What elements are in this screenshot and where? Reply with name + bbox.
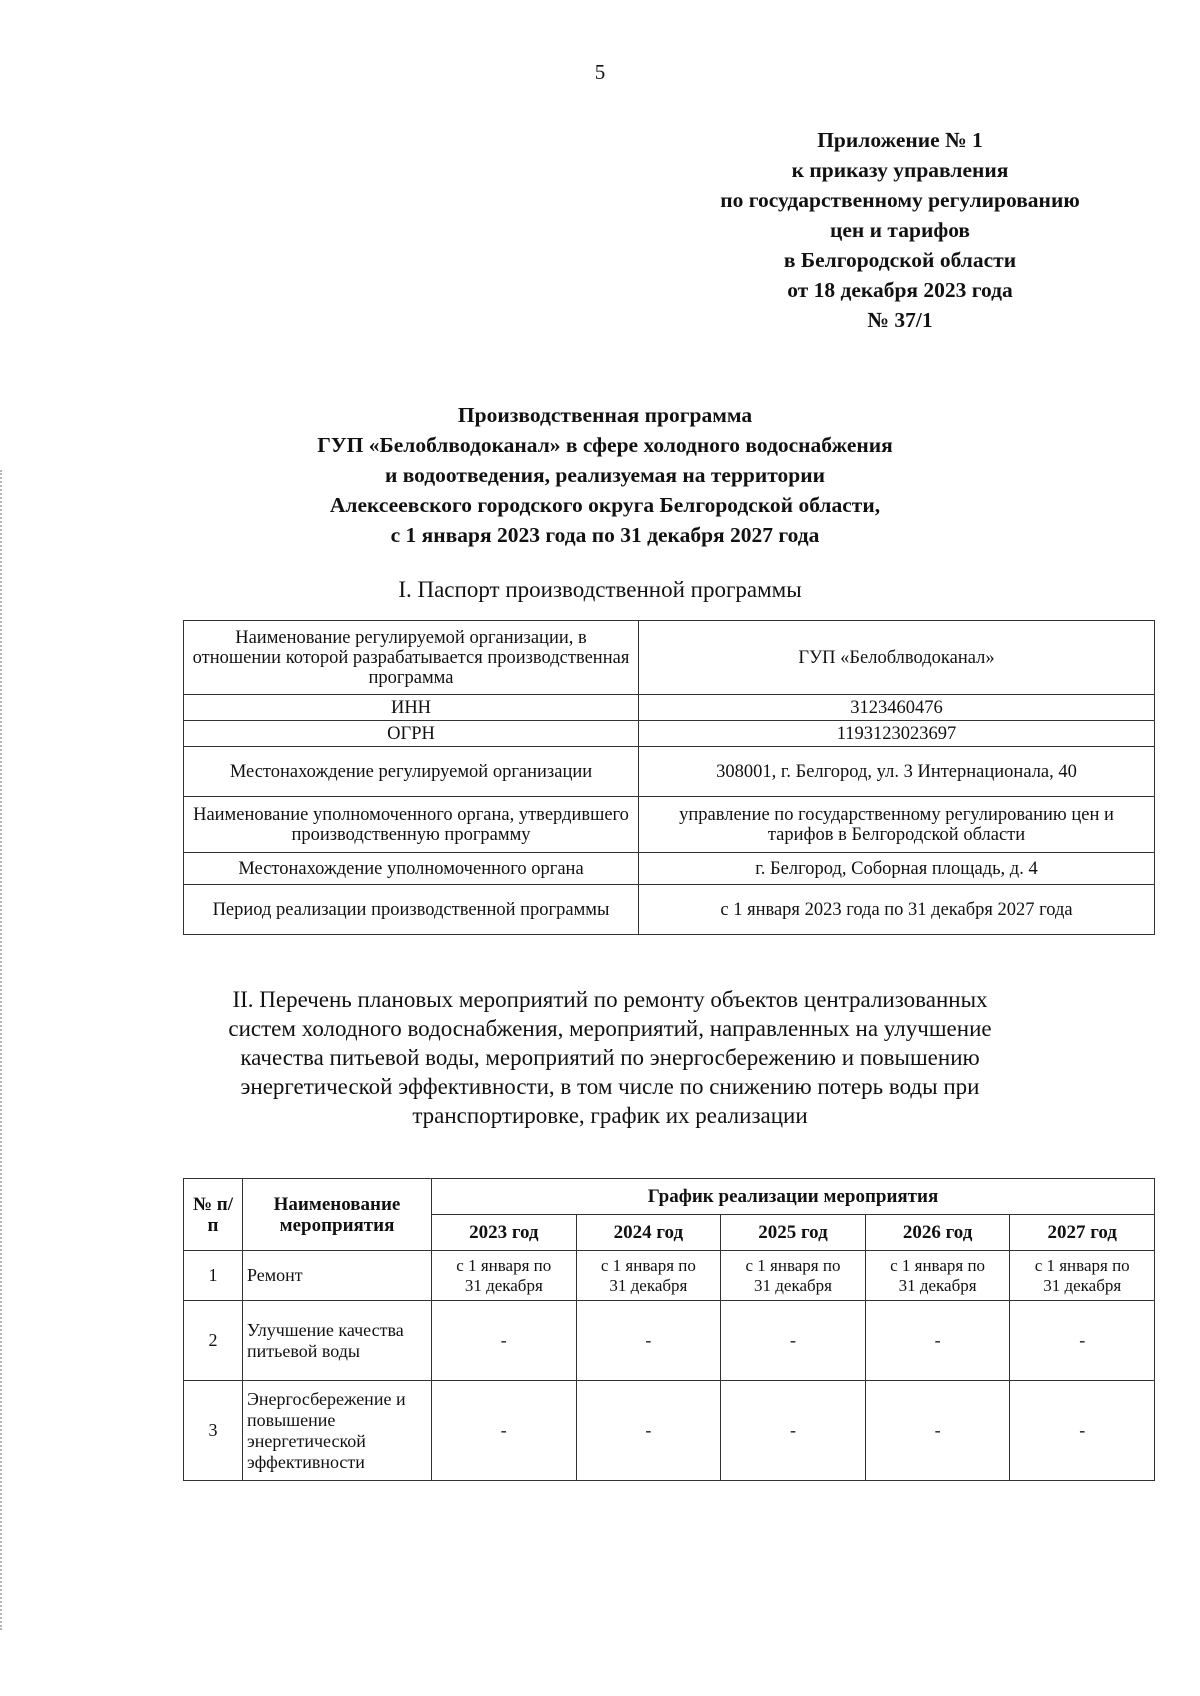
header-year: 2025 год	[721, 1215, 866, 1251]
header-number: № п/п	[184, 1179, 243, 1251]
passport-value: 1193123023697	[639, 721, 1155, 747]
table-row	[184, 853, 1155, 885]
schedule-cell: с 1 января по 31 декабря	[432, 1251, 577, 1301]
title-line: Производственная программа	[457, 403, 753, 427]
schedule-cell: -	[576, 1301, 721, 1381]
row-number: 1	[184, 1251, 243, 1301]
appendix-line: от 18 декабря 2023 года	[787, 278, 1013, 302]
schedule-cell: -	[721, 1301, 866, 1381]
section2-title	[180, 985, 1040, 1130]
passport-value: с 1 января 2023 года по 31 декабря 2027 года	[639, 885, 1155, 935]
schedule-cell: -	[721, 1381, 866, 1481]
header-year: 2023 год	[432, 1215, 577, 1251]
passport-label: Местонахождение уполномоченного органа	[184, 853, 639, 885]
appendix-line: к приказу управления	[791, 158, 1009, 182]
section2-line: II. Перечень плановых мероприятий по ремонту объектов централизованных	[232, 987, 988, 1012]
header-schedule-group: График реализации мероприятия	[432, 1179, 1155, 1215]
table-row	[184, 1381, 1155, 1481]
section2-line: энергетической эффективности, в том числе по снижению потерь воды при	[240, 1074, 980, 1099]
row-name: Энергосбережение и повышение энергетической эффективности	[243, 1381, 432, 1481]
table-row	[184, 1251, 1155, 1301]
schedule-cell: -	[576, 1381, 721, 1481]
table-row	[184, 885, 1155, 935]
schedule-cell: -	[1010, 1301, 1155, 1381]
schedule-table	[183, 1178, 1155, 1481]
row-number: 2	[184, 1301, 243, 1381]
table-header-row	[184, 1179, 1155, 1215]
schedule-cell: с 1 января по 31 декабря	[1010, 1251, 1155, 1301]
appendix-header	[650, 125, 1150, 335]
header-year: 2024 год	[576, 1215, 721, 1251]
row-name: Ремонт	[243, 1251, 432, 1301]
row-number: 3	[184, 1381, 243, 1481]
schedule-cell: -	[1010, 1381, 1155, 1481]
title-line: Алексеевского городского округа Белгородской области,	[329, 493, 881, 517]
schedule-cell: с 1 января по 31 декабря	[576, 1251, 721, 1301]
title-line: с 1 января 2023 года по 31 декабря 2027 года	[390, 523, 820, 547]
schedule-cell: -	[432, 1381, 577, 1481]
row-name: Улучшение качества питьевой воды	[243, 1301, 432, 1381]
passport-label: Местонахождение регулируемой организации	[184, 747, 639, 797]
passport-value: 308001, г. Белгород, ул. 3 Интернационала, 40	[639, 747, 1155, 797]
title-line: и водоотведения, реализуемая на территории	[384, 463, 826, 487]
section2-line: транспортировке, график их реализации	[412, 1103, 808, 1128]
schedule-cell: -	[432, 1301, 577, 1381]
page-number: 5	[594, 60, 606, 84]
header-year: 2027 год	[1010, 1215, 1155, 1251]
passport-label: ОГРН	[184, 721, 639, 747]
appendix-line: Приложение № 1	[817, 128, 983, 152]
appendix-line: цен и тарифов	[829, 218, 971, 242]
schedule-cell: -	[865, 1381, 1010, 1481]
section2-line: систем холодного водоснабжения, мероприятий, направленных на улучшение	[228, 1016, 992, 1041]
passport-value: управление по государственному регулированию цен и тарифов в Белгородской области	[639, 797, 1155, 853]
passport-label: Наименование регулируемой организации, в отношении которой разрабатывается производственная программа	[184, 621, 639, 695]
appendix-line: № 37/1	[867, 308, 933, 332]
passport-value: 3123460476	[639, 695, 1155, 721]
table-row	[184, 797, 1155, 853]
table-row	[184, 695, 1155, 721]
document-title	[180, 400, 1030, 550]
table-row	[184, 621, 1155, 695]
header-name: Наименование мероприятия	[243, 1179, 432, 1251]
scan-edge	[0, 470, 7, 1630]
title-line: ГУП «Белоблводоканал» в сфере холодного водоснабжения	[317, 433, 893, 457]
passport-value: ГУП «Белоблводоканал»	[639, 621, 1155, 695]
appendix-line: по государственному регулированию	[720, 188, 1080, 212]
section2-line: качества питьевой воды, мероприятий по энергосбережению и повышению	[240, 1045, 980, 1070]
schedule-cell: с 1 января по 31 декабря	[721, 1251, 866, 1301]
schedule-cell: с 1 января по 31 декабря	[865, 1251, 1010, 1301]
passport-label: Наименование уполномоченного органа, утвердившего производственную программу	[184, 797, 639, 853]
schedule-cell: -	[865, 1301, 1010, 1381]
appendix-line: в Белгородской области	[783, 248, 1017, 272]
table-row	[184, 721, 1155, 747]
passport-label: ИНН	[184, 695, 639, 721]
passport-table	[183, 620, 1155, 935]
table-row	[184, 1301, 1155, 1381]
passport-value: г. Белгород, Соборная площадь, д. 4	[639, 853, 1155, 885]
passport-label: Период реализации производственной программы	[184, 885, 639, 935]
section1-title: I. Паспорт производственной программы	[398, 577, 802, 602]
table-row	[184, 747, 1155, 797]
header-year: 2026 год	[865, 1215, 1010, 1251]
